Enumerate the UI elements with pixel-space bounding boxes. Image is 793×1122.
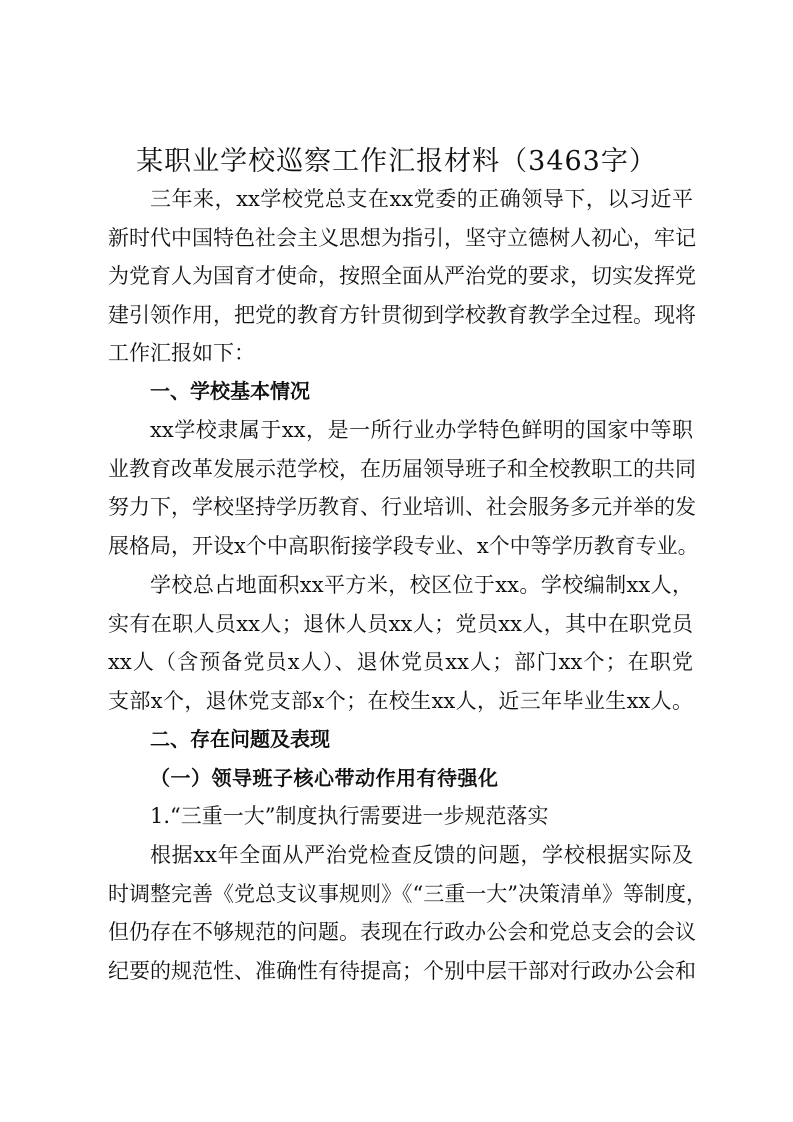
item-heading: 1.“三重一大”制度执行需要进一步规范落实 [150,804,549,828]
section-heading: 二、存在问题及表现 [150,727,330,751]
section-2-subheading-block [108,759,693,798]
text-line: 但仍存在不够规范的问题。表现在行政办公会和党总支会的会议 [108,920,696,945]
text-line: 根据xx年全面从严治党检查反馈的问题，学校根据实际及 [150,843,693,867]
text-line: 实有在职人员xx人；退休人员xx人；党员xx人，其中在职党员 [108,611,693,636]
section-2 [108,720,693,759]
section-1-paragraph-2 [108,566,693,720]
text-line: xx人（含预备党员x人）、退休党员xx人；部门xx个；在职党 [108,650,693,675]
text-line: 努力下，学校坚持学历教育、行业培训、社会服务多元并举的发 [108,495,696,520]
text-line: 学校总占地面积xx平方米，校区位于xx。学校编制xx人， [150,573,693,597]
document-title: 某职业学校巡察工作汇报材料（3463字） [136,146,657,177]
text-line: 纪要的规范性、准确性有待提高；个别中层干部对行政办公会和 [108,958,696,983]
text-line: 工作汇报如下： [108,341,255,366]
intro-paragraph [108,180,696,373]
text-line: 时调整完善《党总支议事规则》《“三重一大”决策清单》等制度， [108,881,707,906]
text-line: 业教育改革发展示范学校，在历届领导班子和全校教职工的共同 [108,456,696,481]
section-heading: 一、学校基本情况 [150,379,310,403]
text-line: 展格局，开设x个中高职衔接学段专业、x个中等学历教育专业。 [108,533,699,558]
section-1-paragraph-1 [108,411,699,565]
text-line: 支部x个，退休党支部x个；在校生xx人，近三年毕业生xx人。 [108,688,693,713]
section-2-paragraph-1 [108,836,707,990]
text-line: 为党育人为国育才使命，按照全面从严治党的要求，切实发挥党 [108,264,696,289]
text-line: 建引领作用，把党的教育方针贯彻到学校教育教学全过程。现将 [108,302,696,327]
subsection-heading: （一）领导班子核心带动作用有待强化 [150,766,499,790]
section-1 [108,372,693,411]
text-line: 三年来，xx学校党总支在xx党委的正确领导下，以习近平 [150,187,693,211]
text-line: 新时代中国特色社会主义思想为指引，坚守立德树人初心，牢记 [108,225,696,250]
text-line: xx学校隶属于xx，是一所行业办学特色鲜明的国家中等职 [150,418,693,442]
item-1-block [108,797,693,836]
